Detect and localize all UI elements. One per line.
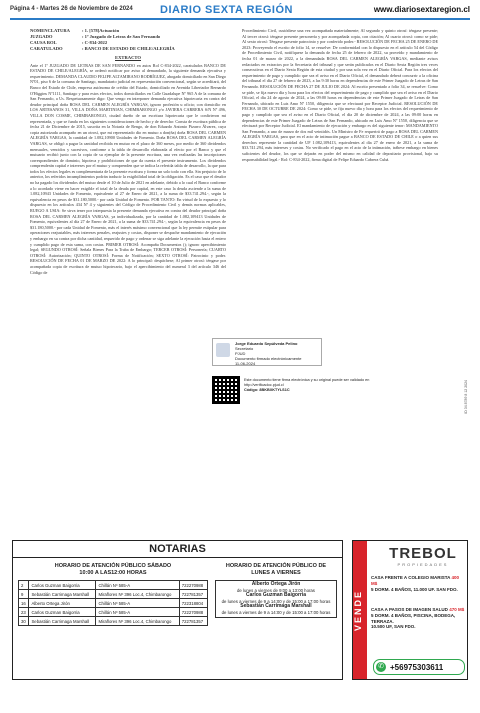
listing-details: 10.500 UF, SAN FDO. bbox=[371, 624, 416, 630]
side-code: ID 34 8789 8 12 2024 bbox=[464, 380, 468, 414]
notarias-title: NOTARIAS bbox=[13, 541, 342, 558]
notary-hours: de lunes a viernes de 9 a 14:00 y de 15:00 a 17:00 horas bbox=[221, 609, 331, 615]
verification-block bbox=[212, 376, 408, 406]
day-cell: 23 bbox=[19, 608, 29, 617]
phone-cell: 722781357 bbox=[179, 617, 207, 626]
notary-hours: de lunes a viernes de 9 a 14:00 y de 15:00 a 17:00 horas bbox=[221, 598, 331, 604]
notary-name: Sebastián Carrimaga Marshall bbox=[240, 603, 312, 610]
listing-1 bbox=[371, 575, 465, 592]
notice-body-left bbox=[30, 63, 226, 276]
notary-name: Carlos Guzman Baigorria bbox=[245, 592, 306, 599]
day-cell: 9 bbox=[19, 590, 29, 599]
signature-line: Documento firmado electrónicamente bbox=[235, 356, 302, 361]
meta-key: CARATULADO bbox=[30, 46, 63, 51]
signer-name: Jorge Eduardo Sepúlveda Pelino bbox=[235, 341, 298, 346]
notice-left-column bbox=[30, 28, 226, 275]
notarias-box bbox=[12, 540, 343, 680]
weekday-schedule bbox=[215, 563, 337, 618]
vende-banner: VENDE bbox=[353, 541, 367, 679]
legal-notice bbox=[30, 28, 442, 528]
brand-subtitle: PROPIEDADES bbox=[397, 562, 449, 567]
meta-value: : BANCO DE ESTADO DE CHILE/ALEGRÍA bbox=[82, 46, 175, 51]
page-header bbox=[10, 4, 470, 20]
address-cell: Chillán Nº 585-A bbox=[96, 581, 179, 590]
verification-text bbox=[244, 378, 404, 392]
saturday-schedule bbox=[18, 563, 208, 626]
listing-price: 470 M$ bbox=[449, 607, 465, 612]
listing-price: 400 M$ bbox=[371, 575, 460, 586]
meta-value: : 1. [578]Actuación bbox=[82, 28, 120, 33]
day-cell: 30 bbox=[19, 617, 29, 626]
notice-right-column bbox=[242, 28, 438, 162]
listing-2 bbox=[371, 607, 465, 630]
notary-name: Alberto Ortega Jirón bbox=[251, 581, 301, 587]
notice-text-left: Ante el 1º JUZGADO DE LETRAS DE SAN FERNANDO en autos Rol C-834-2022, caratulados BANCO DE ESTADO DE CHILE/ALEGRÍA, se ordenó notificar por aviso al demandado, la siguiente demanda ejecutiva y requerimiento. DEMANDA CLAUDIO FELIPE ALTAMIRANO RODRÍGUEZ, abogado domiciliado en San Diego Nº01, piso 6 de la comuna de Santiago, mandatario judicial en representación convencional, según se acreditará, del Banco del Estado de Chile, empresa autónoma de crédito del Estado, domiciliado en Avenida Libertador Bernardo O'Higgins Nº1111, Santiago y para estos efectos, todos domiciliados en Calle Guadalupe Nº 965 A de la comuna de San Fernando, a Us. Respetuosamente digo: Que vengo en interponer demanda ejecutiva hipotecaria en contra del deudor principal doña ROSA DEL CARMEN ALEGRÍA VARGAS, ignoro profesión u oficio; con domicilio en LOS ARTESANOS 31, VILLA DOÑA MARTINIAN, CHIMBARONGO y/o JAVIERA CARRERA S/N Nº 496, VILLA DON COSME, CHIMBARONGO, ciudad dueño de un escritura hipotecaria que le confirieron mi representada, y que se funda en los siguientes consideraciones de hecho y de derecho: Consta de escritura pública de fecha 21 de Diciembre de 2015, suscrita en la Notaría de Rengo, de don Eduardo Antonio Pizarro Álvarez, cuya copia autorizada acompaño en un otrosí, que mi representado dio en mutuo a don(ña) doña ROSA DEL CARMEN ALEGRÍA VARGAS, la cantidad de 1.082,10900 Unidades de Fomento. Doña ROSA DEL CARMEN ALEGRÍA VARGAS, se obligó a pagar la cantidad recibida en mutuo en el plazo de 360 meses, por medio de 360 dividendos mensuales, vencidos y sucesivos, conforme a la tabla de desarrollo elaborada al efecto por el Banco y que el mutuario recibió junto con la copia de su ejemplar de la presente escritura, una vez realizadas las inscripciones correspondientes de dominio, hipoteca y prohibiciones de que da cuenta el presente instrumento. Los dividendos comprenderán capital e intereses por el mutuo y comprenden que se indica la referida tabla de desarrollo, la que para todos los efectos legales es complementaria de la presente escritura y forma un solo todo con ella. Sin perjuicio de lo anterior, los referidos incumplimientos podrán traducir la exigibilidad total de la obligación. Es el caso que el deudor no ha pagado los dividendos del mutuo desde el 10 de Julio de 2021 en adelante, debido a lo cual el Banco conforme a lo acordado viene en hacer exigible el total de la deuda por capital, en este caso la deuda asciende a la suma de 1.082,10943 Unidades de Fomento, equivalente al 27 de Enero de 2021, a la suma de $33.741.294.-, según la equivalencia en pesos de $31.180,5000.- por cada Unidad de Fomento. POR TANTO: En virtud de lo expuesto y lo dispuesto en los artículos 434 Nº 4 y siguientes del Código de Procedimiento Civil y demás normas aplicables, RUEGO A USIA: Se sirva tener por interpuesta la presente demanda ejecutiva en contra del deudor principal doña ROSA DEL CARMEN ALEGRÍA VARGAS, ya individualizada, por la cantidad de 1.082,109413 Unidades de Fomento, equivalentes al día 27 de Enero de 2021, a la suma de $33.741.294.-, según la equivalencia en pesos de $31.180,5000.- por cada Unidad de Fomento, más el interés máximo convencional que la ley permite estipular para operaciones reajustables, más intereses penales, reajustes y costas, disponer se despache mandamiento de ejecución y embargo en su contra por dicha cantidad, requerido de pago y ordenar se siga adelante la ejecución hasta el entero y cumplido pago de esta suma, con costas. PRIMER OTROSÍ: Acompaña Documentos (); ignoro apercibimiento legal; SEGUNDO OTROSÍ: Señala Bienes Para la Traba de Embargo; TERCER OTROSÍ: Personería; CUARTO OTROSÍ: Autorización; QUINTO OTROSÍ: Forma de Notificación; SEXTO OTROSÍ: Patrocinio y poder. RESOLUCIÓN DE FECHA 01 DE MARZO DE 2022: A lo principal: despáchese; Al primer otrosí: téngase por acompañada copia de escritura de mutuo hipotecario, bajo el apercibimiento del numeral 3 del artículo 346 del Código de bbox=[30, 62, 226, 275]
signature-date: 11-06-2024 bbox=[235, 361, 256, 366]
signer-role: Secretario bbox=[235, 346, 254, 351]
day-cell: 16 bbox=[19, 599, 29, 608]
masthead: DIARIO SEXTA REGIÓN bbox=[160, 4, 293, 16]
meta-value: : 1º Juzgado de Letras de San Fernando bbox=[82, 34, 161, 39]
phone-cell: 722318804 bbox=[179, 599, 207, 608]
phone-cell: 722781357 bbox=[179, 590, 207, 599]
meta-key: NOMENCLATURA bbox=[30, 28, 70, 33]
notary-cell: Alberto Ortega Jirón bbox=[29, 599, 96, 608]
day-cell: 2 bbox=[19, 581, 29, 590]
table-row bbox=[19, 617, 208, 626]
extracto-title: EXTRACTO bbox=[115, 55, 141, 60]
notary-hours: de lunes a viernes de 9:00 a 13:00 horas bbox=[237, 587, 315, 593]
weekday-days: LUNES A VIERNES bbox=[251, 570, 301, 576]
table-row bbox=[19, 590, 208, 599]
table-row bbox=[19, 599, 208, 608]
saturday-table bbox=[18, 580, 208, 626]
address-cell: Chillán Nº 585-A bbox=[96, 599, 179, 608]
meta-row bbox=[30, 46, 226, 52]
electronic-signature bbox=[212, 338, 322, 366]
address-cell: Miraflores Nº 396 Loc.4, Chimbarongo bbox=[96, 617, 179, 626]
weekday-title: HORARIO DE ATENCIÓN PÚBLICO DE bbox=[225, 563, 327, 569]
meta-value: : C-834-2022 bbox=[82, 40, 108, 45]
phone-cell: 722270988 bbox=[179, 608, 207, 617]
notice-meta bbox=[30, 28, 226, 52]
notary-cell: Carlos Guzman Baigorria bbox=[29, 608, 96, 617]
verification-note: Este documento tiene firma electrónica y su original puede ser validado en http://verificadoc.pjud.cl bbox=[244, 378, 370, 387]
address-cell: Chillán Nº 585-A bbox=[96, 608, 179, 617]
weekday-list bbox=[215, 580, 337, 618]
brand-name: TREBOL bbox=[389, 545, 457, 562]
whatsapp-icon: ✆ bbox=[376, 662, 386, 672]
table-row bbox=[19, 581, 208, 590]
whatsapp-contact[interactable] bbox=[373, 659, 465, 675]
listing-details: 5 DORM. 4 BAÑOS, 11.000 UF. SAN FDO. bbox=[371, 586, 458, 592]
qr-code[interactable] bbox=[212, 376, 240, 404]
page-date: Página 4 - Martes 26 de Noviembre de 2024 bbox=[10, 6, 133, 12]
real-estate-ad[interactable] bbox=[352, 540, 468, 680]
notary-cell: Sebastián Carrimaga Marshall bbox=[29, 617, 96, 626]
address-cell: Miraflores Nº 396 Loc.4, Chimbarongo bbox=[96, 590, 179, 599]
brand-logo bbox=[383, 545, 463, 567]
phone-cell: 722270988 bbox=[179, 581, 207, 590]
phone-number: +56975303611 bbox=[390, 662, 444, 672]
saturday-title: HORARIO DE ATENCIÓN PÚBLICO SÁBADO bbox=[54, 563, 172, 569]
notary-cell: Carlos Guzman Baigorria bbox=[29, 581, 96, 590]
website-link[interactable]: www.diariosextaregion.cl bbox=[373, 5, 470, 14]
notary-cell: Sebastián Carrimaga Marshall bbox=[29, 590, 96, 599]
saturday-hours: 10:00 A LAS12:00 HORAS bbox=[79, 570, 147, 576]
table-row bbox=[19, 608, 208, 617]
signer-org: PJUD bbox=[235, 351, 246, 356]
meta-key: JUZGADO bbox=[30, 34, 53, 39]
notice-body-right bbox=[242, 28, 438, 162]
meta-key: CAUSA ROL bbox=[30, 40, 57, 45]
listing-title: CASA A PASOS DE IMAGEN SALUD bbox=[371, 607, 448, 612]
verification-code: Código: 8BKBXKTYLS1C bbox=[244, 387, 290, 392]
signature-text bbox=[235, 341, 301, 366]
pjud-logo bbox=[216, 343, 230, 357]
listing-details: 5 DORM. 4 BAÑOS, PISCINA, BODEGA, TERRAZA. bbox=[371, 612, 456, 624]
notice-text-right: Procedimiento Civil, custódiese una vez acompañada materialmente; Al segundo y quinto otrosí: téngase presente; Al tercer otrosí: téngase presente personería y por acompañada copia, con citación; Al cuarto otrosí: como se pide; Al sexto otrosí: Téngase presente patrocinio y por conferido poder.- RESOLUCIÓN DE FECHA 25 DE ENERO DE 2023: Proveyendo el escrito de folio 14, se resuelve: De conformidad con lo dispuesto en el artículo 54 del Código de Procedimiento Civil, notifíquese la demanda de fecha 25 de febrero de 2022, su proveído y mandamiento de fecha 01 de marzo de 2022, a la demandada ROSA DEL CARMEN ALEGRÍA VARGAS, mediante avisos redactados en extractos por la Secretaria del tribunal y que serán publicados en el Diario Sexta Región tres veces consecutivas en el Diario Sexta Región de esta ciudad y por una sola vez en el Diario Oficial. Para los efectos del requerimiento de pago y cumplido que sea el aviso en el Diario Oficial, el demandado deberá concurrir a la oficina del tribunal el día 27 de febrero de 2023, a las 9:30 horas en dependencias de este Primer Juzgado de Letras de San Fernando. RESOLUCIÓN DE FECHA 27 DE JULIO DE 2024: Al escrito presentado a folio 34, se resuelve: Como se pide, se fija nuevo día y hora para los efectos del requerimiento de pago y cumplido que sea el aviso en el Diario Oficial, el día 24 de agosto de 2024, a las 09:00 horas en dependencias de este Primer Juzgado de Letras de San Fernando, ubicado en Luis Amo Nº 1550, diligencia que se efectuará por Receptor Judicial. RESOLUCIÓN DE FECHA 30 DE OCTUBRE DE 2024: Como se pide, se fija nuevo día y hora para los efectos del requerimiento de pago y cumplido que sea el aviso en el Diario Oficial, el día 20 de diciembre de 2024, a las 09:00 horas en dependencias de este Primer Juzgado de Letras de San Fernando, ubicado en Luis Amo Nº 1550, diligencia que se efectuará por Receptor Judicial. El mandamiento de ejecución y embargo es del siguiente tenor: MANDAMIENTO San Fernando, a uno de marzo de dos mil veintidós. Un Ministro de Fe requerirá de pago a ROSA DEL CARMEN ALEGRÍA VARGAS, para que en el acto de intimación pague a BANCO DE ESTADO DE CHILE o a quien sus derechos represente la cantidad de UF 1.082,109413, equivalentes al día 27 de enero de 2021, a la suma de $33.741.294, más intereses y costas. No verificado el pago en el acto de la intimación, trábese embargo en bienes suficientes del deudor, los que se dejarán en poder del mismo en calidad de depositario provisional, bajo su responsabilidad legal.- Rol: C-834-2022, firma digital de Felipe Eduardo Cabrera Cubá. bbox=[242, 28, 438, 162]
listing-title: CASA FRENTE A COLEGIO MARISTA bbox=[371, 575, 451, 580]
